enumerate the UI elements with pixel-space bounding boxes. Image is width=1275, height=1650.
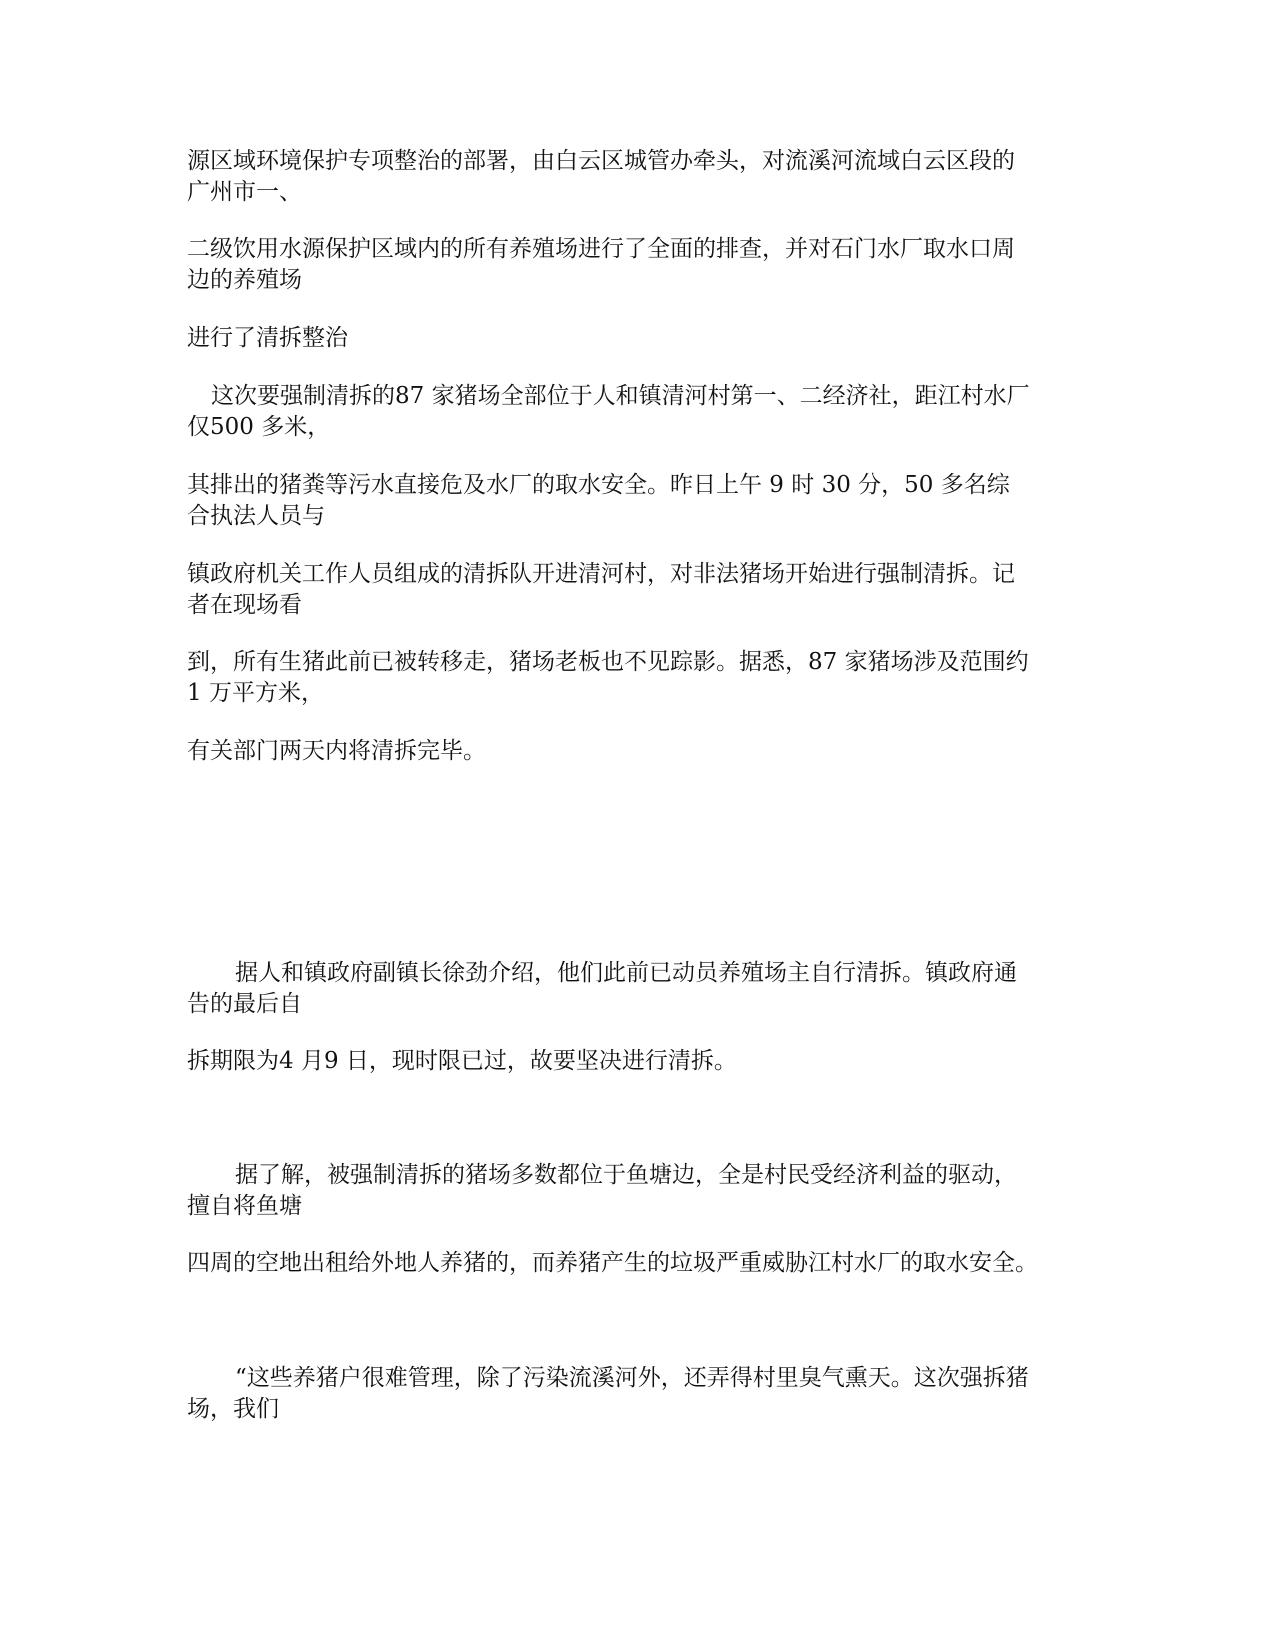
text-line: 拆期限为4 月9 日，现时限已过，故要坚决进行清拆。 [187,1048,737,1074]
text-line: 者在现场看 [187,592,302,618]
paragraph-11 [187,1160,1087,1222]
paragraph-8 [187,736,1087,767]
paragraph-12 [187,1248,1087,1279]
text-line: 其排出的猪粪等污水直接危及水厂的取水安全。昨日上午 9 时 30 分，50 多名综 [187,472,1010,498]
paragraph-4 [187,381,1087,443]
text-line: 擅自将鱼塘 [187,1193,302,1219]
text-line: 镇政府机关工作人员组成的清拆队开进清河村，对非法猪场开始进行强制清拆。记 [187,561,1015,587]
text-line: 仅500 多米， [187,414,331,440]
text-line: 合执法人员与 [187,503,325,529]
text-line: 源区域环境保护专项整治的部署，由白云区城管办牵头，对流溪河流域白云区段的 [187,148,1015,174]
paragraph-5 [187,470,1087,532]
text-line: 场，我们 [187,1396,279,1422]
text-line: 进行了清拆整治 [187,325,348,351]
paragraph-9 [187,958,1087,1020]
text-line: 四周的空地出租给外地人养猪的，而养猪产生的垃圾严重威胁江村水厂的取水安全。 [187,1250,1038,1276]
text-line: 据人和镇政府副镇长徐劲介绍，他们此前已动员养殖场主自行清拆。镇政府通 [235,960,1017,986]
text-line: 这次要强制清拆的87 家猪场全部位于人和镇清河村第一、二经济社，距江村水厂 [211,383,1030,409]
text-line: 到，所有生猪此前已被转移走，猪场老板也不见踪影。据悉，87 家猪场涉及范围约 [187,649,1029,675]
text-line: 广州市一、 [187,179,302,205]
text-line: 告的最后自 [187,991,302,1017]
paragraph-2 [187,234,1087,296]
paragraph-1 [187,146,1087,208]
paragraph-10 [187,1046,1087,1077]
paragraph-13 [187,1363,1087,1425]
text-line: 边的养殖场 [187,267,302,293]
text-line: 二级饮用水源保护区域内的所有养殖场进行了全面的排查，并对石门水厂取水口周 [187,236,1015,262]
paragraph-7 [187,647,1087,709]
text-line: 1 万平方米， [187,680,324,706]
text-line: 有关部门两天内将清拆完毕。 [187,738,486,764]
paragraph-6 [187,559,1087,621]
text-line: 据了解，被强制清拆的猪场多数都位于鱼塘边，全是村民受经济利益的驱动， [235,1162,1017,1188]
text-line: “这些养猪户很难管理，除了污染流溪河外，还弄得村里臭气熏天。这次强拆猪 [235,1365,1029,1391]
paragraph-3 [187,323,1087,354]
